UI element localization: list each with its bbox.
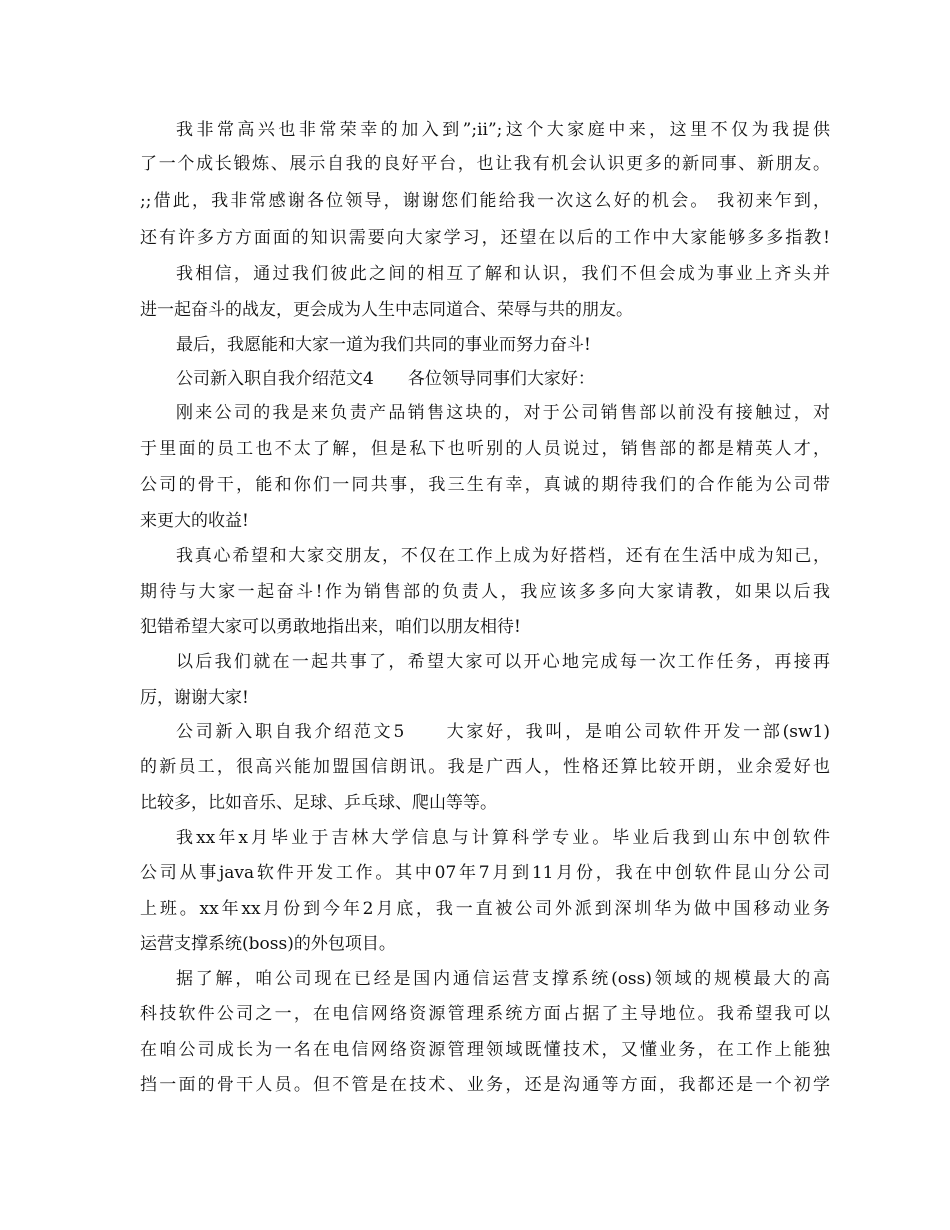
text-line: 来更大的收益! [140, 511, 249, 531]
text-line: 期待与大家一起奋斗!作为销售部的负责人，我应该多多向大家请教，如果以后我 [140, 582, 830, 602]
text-line: 还有许多方方面面的知识需要向大家学习，还望在以后的工作中大家能够多多指教! [140, 228, 830, 248]
text-line: 进一起奋斗的战友，更会成为人生中志同道合、荣辱与共的朋友。 [140, 300, 633, 320]
text-line: 以后我们就在一起共事了，希望大家可以开心地完成每一次工作任务，再接再 [176, 652, 830, 672]
text-line: 刚来公司的我是来负责产品销售这块的，对于公司销售部以前没有接触过，对 [176, 403, 830, 423]
text-line: 公司的骨干，能和你们一同共事，我三生有幸，真诚的期待我们的合作能为公司带 [140, 475, 830, 495]
text-line: 于里面的员工也不太了解，但是私下也听别的人员说过，销售部的都是精英人才， [140, 439, 830, 459]
text-line: 在咱公司成长为一名在电信网络资源管理领域既懂技术，又懂业务，在工作上能独 [140, 1040, 830, 1060]
text-line: 科技软件公司之一，在电信网络资源管理系统方面占据了主导地位。我希望我可以 [140, 1004, 830, 1024]
section-heading: 公司新入职自我介绍范文4 各位领导同事们大家好： [176, 369, 595, 389]
text-line: ;;借此，我非常感谢各位领导，谢谢您们能给我一次这么好的机会。 我初来乍到， [140, 191, 830, 211]
text-line: 我相信，通过我们彼此之间的相互了解和认识，我们不但会成为事业上齐头并 [176, 264, 830, 284]
text-line: 我非常高兴也非常荣幸的加入到”;ii”;这个大家庭中来，这里不仅为我提供 [176, 120, 830, 140]
text-line: 公司从事java软件开发工作。其中07年7月到11月份，我在中创软件昆山分公司 [140, 863, 830, 883]
text-line: 上班。xx年xx月份到今年2月底，我一直被公司外派到深圳华为做中国移动业务 [140, 899, 830, 919]
text-line: 犯错希望大家可以勇敢地指出来，咱们以朋友相待! [140, 617, 521, 637]
text-line: 据了解，咱公司现在已经是国内通信运营支撑系统(oss)领域的规模最大的高 [176, 969, 830, 989]
text-line: 比较多，比如音乐、足球、乒乓球、爬山等等。 [140, 793, 497, 813]
text-line: 厉，谢谢大家! [140, 688, 249, 708]
text-line: 运营支撑系统(boss)的外包项目。 [140, 934, 396, 954]
text-line: 我真心希望和大家交朋友，不仅在工作上成为好搭档，还有在生活中成为知己， [176, 546, 830, 566]
text-line: 最后，我愿能和大家一道为我们共同的事业而努力奋斗! [176, 335, 591, 355]
text-line: 了一个成长锻炼、展示自我的良好平台，也让我有机会认识更多的新同事、新朋友。 [140, 154, 830, 174]
section-heading: 公司新入职自我介绍范文5 大家好，我叫，是咱公司软件开发一部(sw1) [176, 722, 830, 742]
text-line: 的新员工，很高兴能加盟国信朗讯。我是广西人，性格还算比较开朗，业余爱好也 [140, 757, 830, 777]
text-line: 我xx年x月毕业于吉林大学信息与计算科学专业。毕业后我到山东中创软件 [176, 828, 830, 848]
text-line: 挡一面的骨干人员。但不管是在技术、业务，还是沟通等方面，我都还是一个初学 [140, 1075, 830, 1095]
